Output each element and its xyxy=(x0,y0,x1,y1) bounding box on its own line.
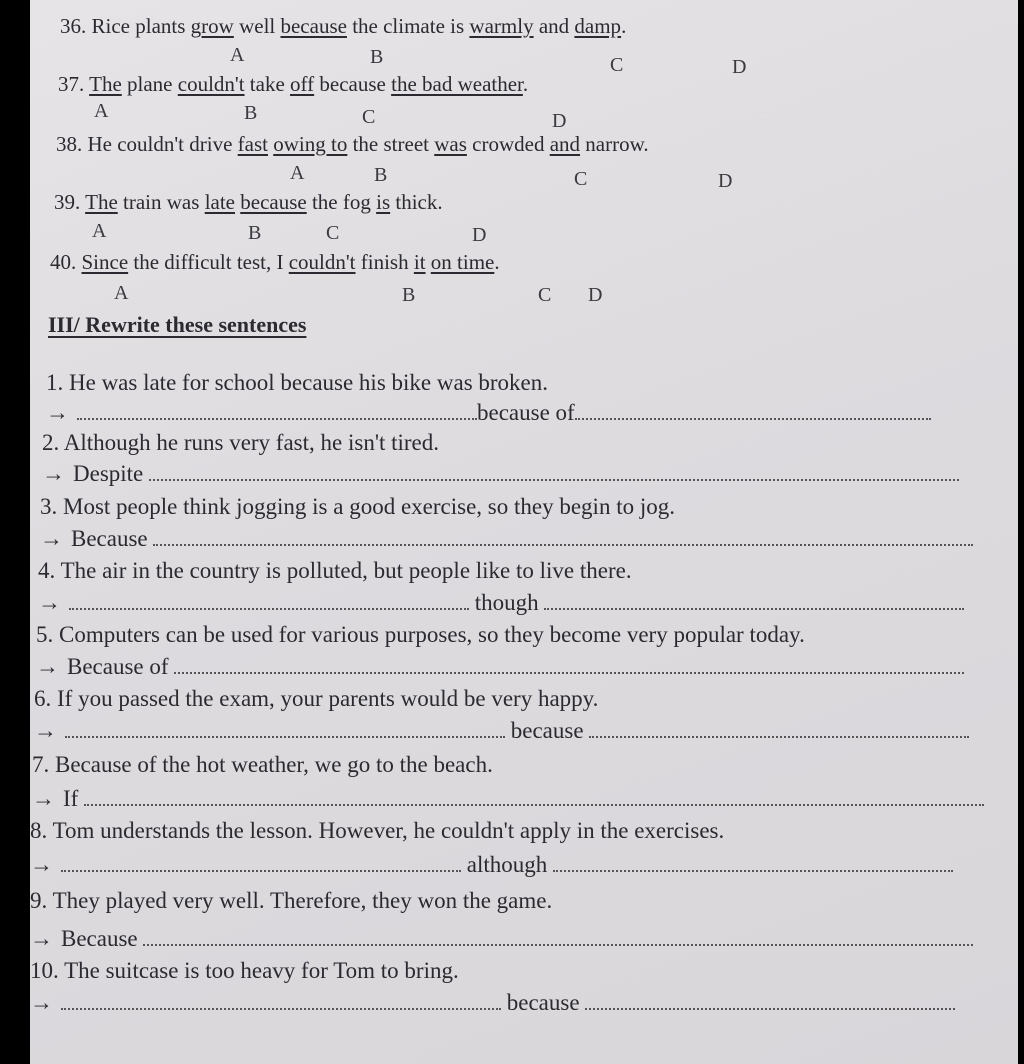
option-letter: C xyxy=(538,284,552,306)
option-b-text: couldn't xyxy=(177,72,245,96)
blank-field[interactable] xyxy=(585,994,955,1010)
question-number: 38. xyxy=(56,132,83,156)
blank-field[interactable] xyxy=(84,790,984,806)
option-letter: C xyxy=(574,168,588,190)
option-letter: B xyxy=(244,102,258,124)
option-letter: A xyxy=(230,44,245,66)
option-a-text: The xyxy=(85,190,118,214)
arrow-icon: → xyxy=(32,786,55,811)
answer-line-6: → because xyxy=(34,718,969,744)
rewrite-sentence-5: 5. Computers can be used for various purposes, so they become very popular today. xyxy=(36,622,805,647)
question-number: 37. xyxy=(58,72,85,96)
option-letter: B xyxy=(370,46,384,68)
question-37: 37. The plane couldn't take off because the bad weather. xyxy=(58,72,529,96)
arrow-icon: → xyxy=(38,590,61,615)
option-b-text: because xyxy=(280,14,347,38)
blank-field[interactable] xyxy=(61,856,461,872)
blank-field[interactable] xyxy=(544,594,964,610)
question-39: 39. The train was late because the fog is thick. xyxy=(54,190,443,214)
answer-line-3: → Because xyxy=(40,526,973,552)
answer-line-4: → though xyxy=(38,590,964,616)
option-a-text: Since xyxy=(81,250,129,274)
option-b-text: owing to xyxy=(273,132,348,156)
worksheet-page xyxy=(30,0,1018,1064)
blank-field[interactable] xyxy=(553,856,953,872)
option-letter: B xyxy=(248,222,262,244)
option-letter: A xyxy=(290,162,305,184)
option-c-text: was xyxy=(434,132,467,156)
option-letter: D xyxy=(588,284,603,306)
question-38: 38. He couldn't drive fast owing to the street was crowded and narrow. xyxy=(56,132,649,156)
answer-line-5: → Because of xyxy=(36,654,964,680)
option-a-text: grow xyxy=(190,14,234,38)
option-b-text: late xyxy=(204,190,235,214)
option-c-text: it xyxy=(413,250,426,274)
rewrite-sentence-10: 10. The suitcase is too heavy for Tom to bring. xyxy=(30,958,459,983)
arrow-icon: → xyxy=(42,461,65,486)
answer-line-8: → although xyxy=(30,852,953,878)
rewrite-sentence-8: 8. Tom understands the lesson. However, he couldn't apply in the exercises. xyxy=(30,818,725,843)
answer-line-7: → If xyxy=(32,786,984,812)
option-a-text: The xyxy=(89,72,122,96)
option-d-text: is xyxy=(376,190,391,214)
option-letter: A xyxy=(92,220,107,242)
option-letter: C xyxy=(326,222,340,244)
blank-field[interactable] xyxy=(69,594,469,610)
blank-field[interactable] xyxy=(77,404,477,420)
option-letter: D xyxy=(472,224,487,246)
option-letter: D xyxy=(552,110,567,132)
blank-field[interactable] xyxy=(589,722,969,738)
option-c-text: warmly xyxy=(469,14,534,38)
answer-line-10: → because xyxy=(30,990,955,1016)
option-letter: B xyxy=(374,164,388,186)
arrow-icon: → xyxy=(30,990,53,1015)
option-letter: A xyxy=(114,282,129,304)
option-letter: D xyxy=(718,170,733,192)
rewrite-sentence-7: 7. Because of the hot weather, we go to the beach. xyxy=(32,752,493,777)
answer-line-9: → Because xyxy=(30,926,973,952)
blank-field[interactable] xyxy=(143,930,973,946)
option-letter: C xyxy=(610,54,624,76)
option-c-text: because xyxy=(240,190,307,214)
question-number: 36. xyxy=(60,14,87,38)
rewrite-sentence-6: 6. If you passed the exam, your parents would be very happy. xyxy=(34,686,599,711)
rewrite-sentence-9: 9. They played very well. Therefore, they won the game. xyxy=(30,888,553,913)
option-letter: C xyxy=(362,106,376,128)
arrow-icon: → xyxy=(36,654,59,679)
arrow-icon: → xyxy=(30,926,53,951)
option-a-text: fast xyxy=(237,132,268,156)
rewrite-sentence-1: 1. He was late for school because his bike was broken. xyxy=(46,370,549,395)
question-36: 36. Rice plants grow well because the climate is warmly and damp. xyxy=(60,14,627,38)
rewrite-sentence-4: 4. The air in the country is polluted, but people like to live there. xyxy=(38,558,632,583)
option-letter: B xyxy=(402,284,416,306)
rewrite-sentence-2: 2. Although he runs very fast, he isn't tired. xyxy=(42,430,440,455)
option-c-text: off xyxy=(290,72,315,96)
answer-line-1: → because of xyxy=(46,400,931,426)
option-d-text: and xyxy=(549,132,581,156)
blank-field[interactable] xyxy=(149,465,959,481)
section-heading: III/ Rewrite these sentences xyxy=(48,312,307,337)
blank-field[interactable] xyxy=(575,404,931,420)
question-number: 40. xyxy=(50,250,77,274)
answer-line-2: → Despite xyxy=(42,461,959,487)
blank-field[interactable] xyxy=(61,994,501,1010)
arrow-icon: → xyxy=(46,400,69,425)
arrow-icon: → xyxy=(30,852,53,877)
question-40: 40. Since the difficult test, I couldn't finish it on time. xyxy=(50,250,500,274)
blank-field[interactable] xyxy=(174,658,964,674)
option-d-text: damp xyxy=(574,14,622,38)
option-letter: A xyxy=(94,100,109,122)
rewrite-sentence-3: 3. Most people think jogging is a good exercise, so they begin to jog. xyxy=(40,494,675,519)
question-number: 39. xyxy=(54,190,81,214)
arrow-icon: → xyxy=(40,526,63,551)
option-d-text: on time xyxy=(430,250,495,274)
option-b-text: couldn't xyxy=(288,250,356,274)
option-letter: D xyxy=(732,56,747,78)
arrow-icon: → xyxy=(34,718,57,743)
blank-field[interactable] xyxy=(65,722,505,738)
blank-field[interactable] xyxy=(153,530,973,546)
option-d-text: the bad weather xyxy=(391,72,523,96)
